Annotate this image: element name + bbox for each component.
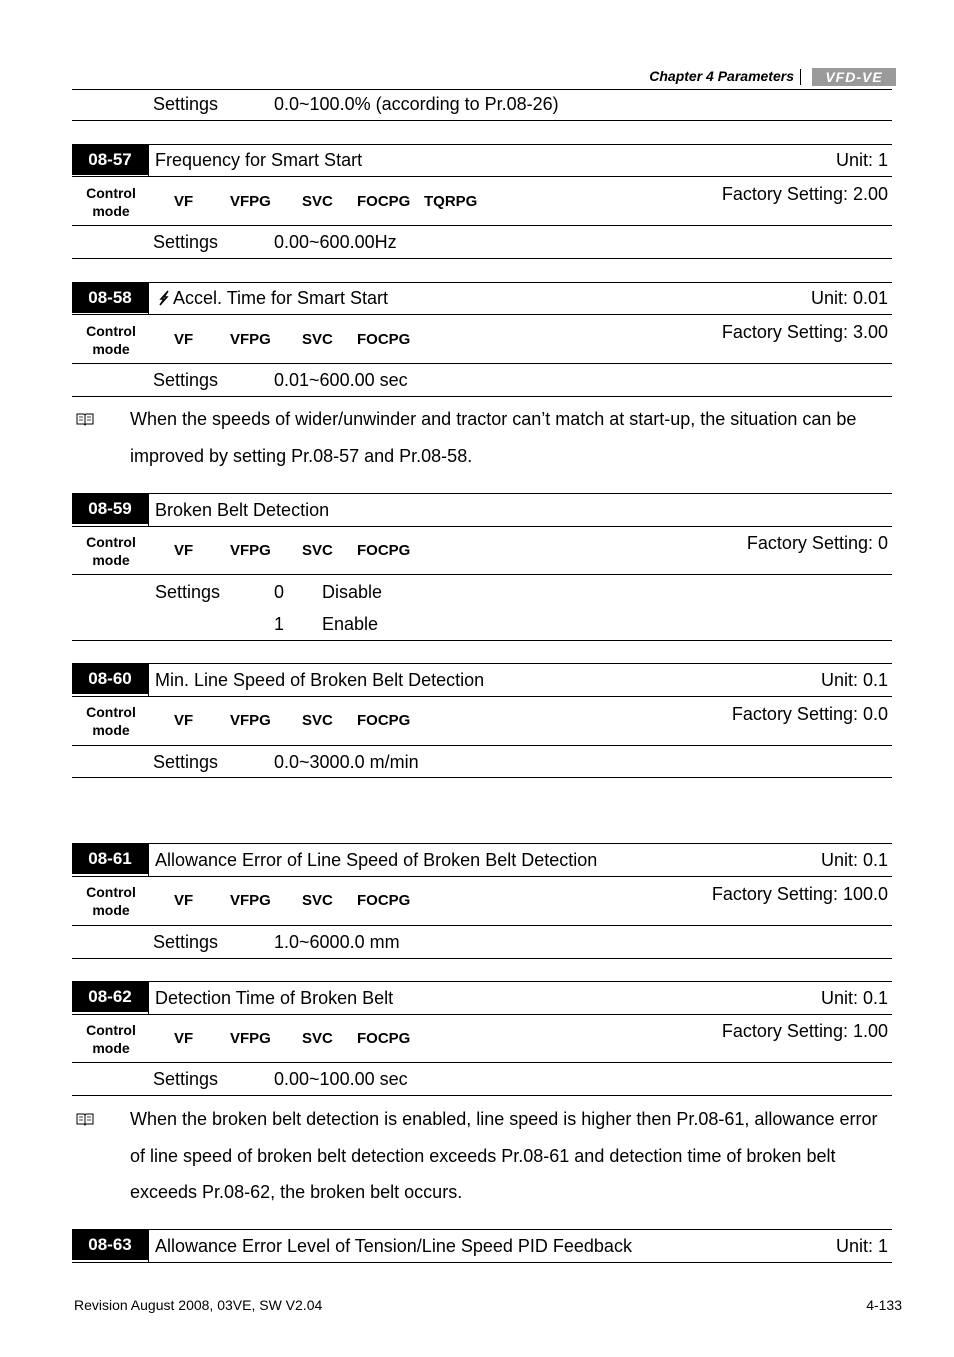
- mode-focpg: FOCPG: [357, 712, 411, 729]
- param-title: Frequency for Smart Start: [155, 150, 363, 170]
- settings-label: Settings: [153, 370, 219, 390]
- mode-vfpg: VFPG: [230, 892, 271, 909]
- settings-value: 0.0~100.0% (according to Pr.08-26): [274, 94, 559, 114]
- control-mode-label: Control mode: [86, 704, 136, 738]
- param-title: Allowance Error of Line Speed of Broken Belt Detection: [155, 850, 598, 870]
- control-mode-label: Control mode: [86, 884, 136, 918]
- note-line: of line speed of broken belt detection exceeds Pr.08-61 and detection time of broken belt: [130, 1146, 836, 1166]
- section-rule: [72, 120, 892, 121]
- note-line: improved by setting Pr.08-57 and Pr.08-58.: [130, 446, 473, 466]
- mode-vfpg: VFPG: [230, 712, 271, 729]
- settings-value: 0.00~600.00Hz: [274, 232, 397, 252]
- mode-svc: SVC: [302, 892, 333, 909]
- mode-svc: SVC: [302, 1030, 333, 1047]
- settings-label: Settings: [153, 232, 219, 252]
- factory-setting: Factory Setting: 0.0: [731, 704, 888, 724]
- param-number: 08-63: [72, 1230, 148, 1260]
- param-number: 08-59: [72, 494, 148, 524]
- factory-setting: Factory Setting: 0: [746, 533, 888, 553]
- param-unit: Unit: 0.01: [810, 288, 888, 308]
- mode-vf: VF: [174, 712, 194, 729]
- settings-value: 1.0~6000.0 mm: [274, 932, 400, 952]
- book-icon: [76, 412, 94, 426]
- factory-setting: Factory Setting: 100.0: [711, 884, 888, 904]
- param-title: Detection Time of Broken Belt: [155, 988, 394, 1008]
- param-number: 08-60: [72, 664, 148, 694]
- note-line: When the speeds of wider/unwinder and tractor can’t match at start-up, the situation can be: [130, 409, 857, 429]
- param-unit: Unit: 0.1: [820, 988, 888, 1008]
- mode-svc: SVC: [302, 193, 333, 210]
- param-number: 08-57: [72, 145, 148, 175]
- note-line: When the broken belt detection is enabled, line speed is higher then Pr.08-61, allowance error: [130, 1109, 878, 1129]
- factory-setting: Factory Setting: 3.00: [721, 322, 888, 342]
- control-mode-label: Control mode: [86, 1022, 136, 1056]
- param-unit: Unit: 1: [835, 150, 888, 170]
- note-line: exceeds Pr.08-62, the broken belt occurs.: [130, 1182, 463, 1202]
- mode-vfpg: VFPG: [230, 331, 271, 348]
- mode-svc: SVC: [302, 542, 333, 559]
- mode-focpg: FOCPG: [357, 542, 411, 559]
- settings-value: 0.00~100.00 sec: [274, 1069, 408, 1089]
- param-unit: Unit: 1: [835, 1236, 888, 1256]
- settings-value: 0.01~600.00 sec: [274, 370, 408, 390]
- option-text: Enable: [322, 614, 379, 634]
- settings-label: Settings: [155, 582, 221, 602]
- settings-label: Settings: [153, 94, 219, 114]
- mode-vfpg: VFPG: [230, 542, 271, 559]
- factory-setting: Factory Setting: 1.00: [721, 1021, 888, 1041]
- option-value: 0: [274, 582, 285, 602]
- lightning-icon: [157, 290, 171, 306]
- control-mode-label: Control mode: [86, 185, 136, 219]
- settings-value: 0.0~3000.0 m/min: [274, 752, 419, 772]
- chapter-title: Chapter 4 Parameters: [649, 68, 794, 84]
- mode-svc: SVC: [302, 712, 333, 729]
- mode-focpg: FOCPG: [357, 892, 411, 909]
- mode-focpg: FOCPG: [357, 331, 411, 348]
- settings-label: Settings: [153, 932, 219, 952]
- footer-revision: Revision August 2008, 03VE, SW V2.04: [74, 1297, 323, 1313]
- mode-vf: VF: [174, 1030, 194, 1047]
- factory-setting: Factory Setting: 2.00: [721, 184, 888, 204]
- header-divider: [800, 69, 801, 85]
- mode-focpg: FOCPG: [357, 193, 411, 210]
- book-icon: [76, 1112, 94, 1126]
- mode-vf: VF: [174, 193, 194, 210]
- mode-svc: SVC: [302, 331, 333, 348]
- settings-label: Settings: [153, 752, 219, 772]
- mode-tqrpg: TQRPG: [424, 193, 478, 210]
- param-title: Accel. Time for Smart Start: [173, 288, 389, 308]
- mode-vf: VF: [174, 892, 194, 909]
- mode-vfpg: VFPG: [230, 193, 271, 210]
- control-mode-label: Control mode: [86, 323, 136, 357]
- param-title: Allowance Error Level of Tension/Line Speed PID Feedback: [155, 1236, 632, 1256]
- settings-label: Settings: [153, 1069, 219, 1089]
- param-number: 08-61: [72, 844, 148, 874]
- top-rule: [72, 89, 892, 90]
- param-title: Min. Line Speed of Broken Belt Detection: [155, 670, 485, 690]
- vfd-ve-logo: VFD-VE: [812, 68, 896, 86]
- mode-vf: VF: [174, 331, 194, 348]
- param-unit: Unit: 0.1: [820, 850, 888, 870]
- control-mode-label: Control mode: [86, 534, 136, 568]
- footer-page-number: 4-133: [866, 1297, 902, 1313]
- mode-focpg: FOCPG: [357, 1030, 411, 1047]
- mode-vf: VF: [174, 542, 194, 559]
- option-text: Disable: [322, 582, 383, 602]
- mode-vfpg: VFPG: [230, 1030, 271, 1047]
- param-title: Broken Belt Detection: [155, 500, 330, 520]
- param-number: 08-62: [72, 982, 148, 1012]
- param-unit: Unit: 0.1: [820, 670, 888, 690]
- option-value: 1: [274, 614, 285, 634]
- param-number: 08-58: [72, 283, 148, 313]
